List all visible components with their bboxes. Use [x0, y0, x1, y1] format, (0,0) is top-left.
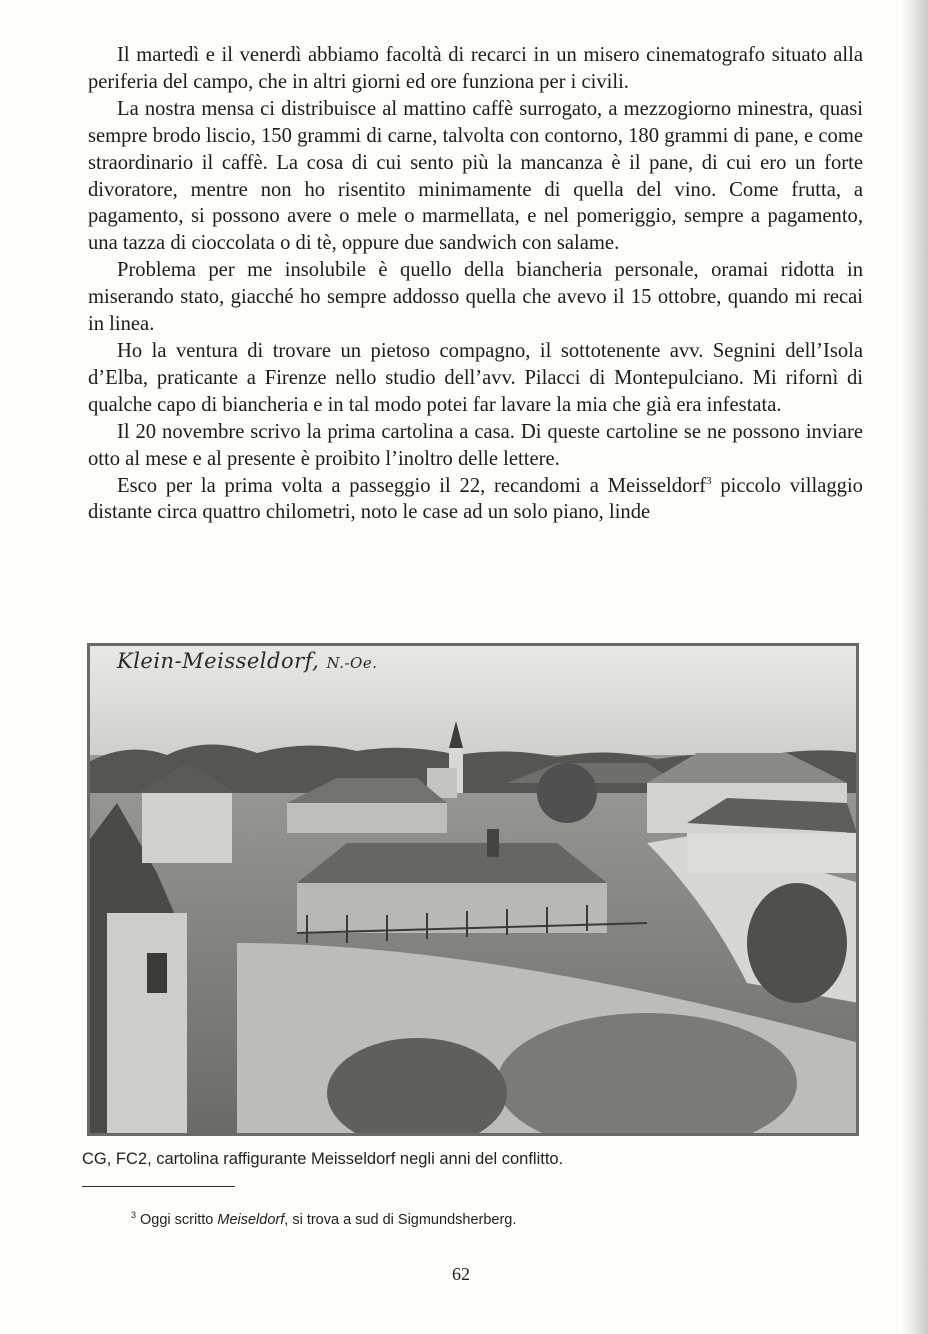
- postcard-photo: [87, 643, 859, 1136]
- page-number: 62: [452, 1264, 470, 1284]
- postcard-place: Klein-Meisseldorf,: [117, 649, 320, 673]
- paragraph-compagno: Ho la ventura di trovare un pietoso compagno, il sottotenente avv. Segnini dell’Isola d’Elba, praticante a Firenze nello studio dell’avv. Pilacci di Montepulciano. Mi rifornì di qualche capo di biancheria e in tal modo potei far lavare la mia che già era infestata.: [88, 339, 863, 416]
- postcard-title: [117, 649, 377, 673]
- footnote-text-end: , si trova a sud di Sigmundsherberg.: [284, 1211, 517, 1228]
- paragraph-mensa: La nostra mensa ci distribuisce al mattino caffè surrogato, a mezzogiorno minestra, quasi sempre brodo liscio, 150 grammi di carne, talvolta con contorno, 180 grammi di pane, e come straordinario il caffè. La cosa di cui sento più la mancanza è il pane, di cui ero un forte divoratore, mentre non ho risentito minimamente di quella del vino. Come frutta, a pagamento, si possono avere o mele o marmellata, e nel pomeriggio, sempre a pagamento, una tazza di cioccolata o di tè, oppure due sandwich con salame.: [88, 97, 863, 255]
- paragraph-cinema: Il martedì e il venerdì abbiamo facoltà di recarci in un misero cinematografo situato alla periferia del campo, che in altri giorni ed ore funziona per i civili.: [88, 44, 863, 93]
- postcard-region: N.-Oe.: [326, 654, 378, 672]
- paragraph-passeggio-end: piccolo villaggio distante circa quattro chilometri, noto le case ad un solo piano, linde: [88, 474, 863, 524]
- body-text: [88, 42, 863, 526]
- footnote-reference[interactable]: 3: [706, 474, 712, 487]
- page-edge-shadow: [902, 0, 928, 1334]
- footnote-italic-name: Meiseldorf: [217, 1211, 285, 1228]
- village-illustration: [87, 643, 859, 1136]
- footnote-marker: 3: [131, 1210, 137, 1220]
- figure-caption: CG, FC2, cartolina raffigurante Meisseldorf negli anni del conflitto.: [82, 1150, 564, 1168]
- paragraph-biancheria: Problema per me insolubile è quello della biancheria personale, oramai ridotta in miserando stato, giacché ho sempre addosso quella che avevo il 15 ottobre, quando mi recai in linea.: [88, 259, 863, 336]
- footnote-text-start: Oggi scritto: [140, 1211, 218, 1228]
- paragraph-cartolina: Il 20 novembre scrivo la prima cartolina a casa. Di queste cartoline se ne possono inviare otto al mese e al presente è proibito l’inoltro delle lettere.: [88, 420, 863, 470]
- paragraph-passeggio-start: Esco per la prima volta a passeggio il 22, recandomi a Meisseldorf: [117, 474, 707, 497]
- footnote-divider: [82, 1186, 235, 1187]
- paragraph-passeggio: [88, 473, 863, 527]
- footnote: [131, 1210, 516, 1228]
